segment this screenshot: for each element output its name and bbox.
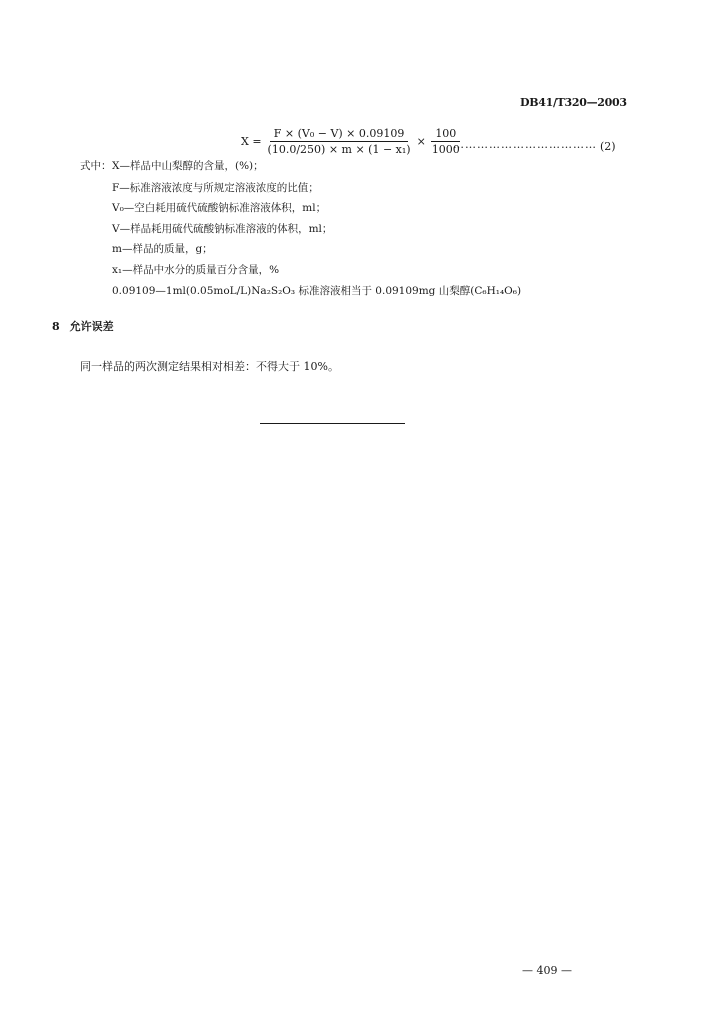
- section-title: 允许误差: [69, 320, 114, 333]
- definition-item: X—样品中山梨醇的含量，(%)；: [112, 160, 264, 172]
- definition-item: 0.09109—1ml(0.05moL/L)Na₂S₂O₃ 标准溶液相当于 0.09109mg 山梨醇(C₆H₁₄O₆): [112, 285, 522, 297]
- definition-item: x₁—样品中水分的质量百分含量，%: [112, 264, 280, 276]
- formula-fraction-2-denominator: 1000: [431, 143, 460, 156]
- formula-fraction-2-numerator: 100: [431, 127, 460, 142]
- formula-leader-dots: ………………………………: [453, 138, 597, 151]
- standard-number: DB41/T320—2003: [520, 96, 627, 109]
- formula-fraction-1: [264, 127, 415, 156]
- definition-item: F—标准溶液浓度与所规定溶液浓度的比值；: [112, 182, 319, 194]
- formula-times: ×: [416, 135, 426, 148]
- section-number: 8: [52, 320, 60, 333]
- page-number: — 409 —: [522, 964, 572, 977]
- definition-item: V₀—空白耗用硫代硫酸钠标准溶液体积，ml；: [112, 202, 327, 214]
- section-8-heading: [52, 318, 124, 334]
- formula-lhs: X =: [241, 135, 262, 148]
- end-rule: [260, 423, 405, 424]
- definition-item: m—样品的质量，g；: [112, 243, 213, 255]
- definitions-lead: 式中：: [80, 160, 112, 172]
- equation-number: (2): [600, 140, 616, 153]
- formula-fraction-1-denominator: (10.0/250) × m × (1 − x₁): [267, 143, 411, 156]
- formula: [241, 127, 466, 156]
- section-8-body: 同一样品的两次测定结果相对相差：不得大于 10%。: [80, 360, 339, 373]
- definition-item: V—样品耗用硫代硫酸钠标准溶液的体积，ml；: [112, 223, 333, 235]
- formula-fraction-1-numerator: F × (V₀ − V) × 0.09109: [270, 127, 409, 142]
